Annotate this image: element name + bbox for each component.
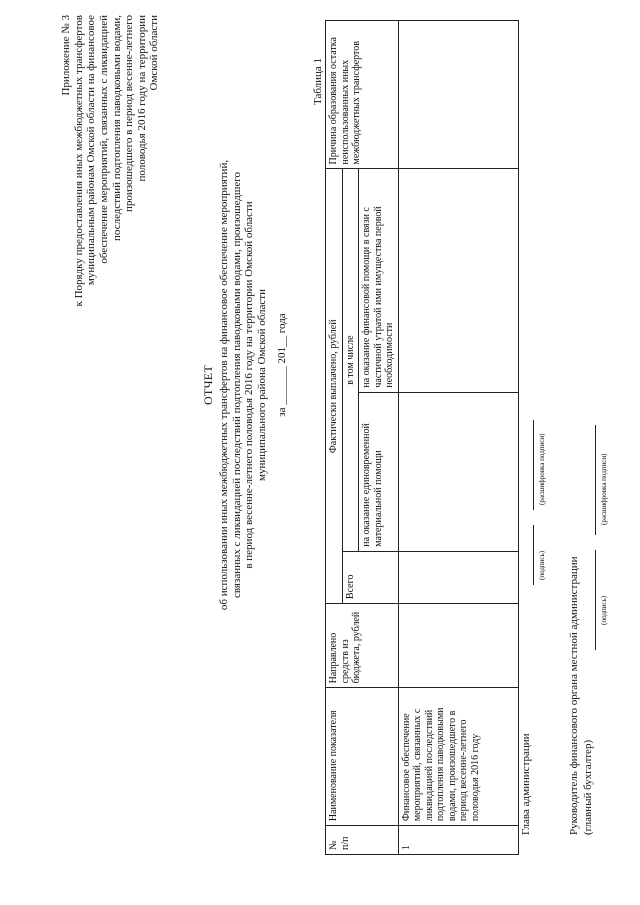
appendix-line: Омской области <box>148 15 161 91</box>
report-period: за _______ 201__ года <box>276 313 288 417</box>
header-one-time-aid: на оказание единовременной материальной помощи <box>359 392 399 551</box>
finance-decode-line <box>594 425 596 535</box>
cell-financial-aid <box>398 169 518 392</box>
report-subtitle-line: в период весенне-летнего половодья 2016 году на территории Омской области <box>243 201 256 569</box>
finance-signature-label: Руководитель финансового органа местной администрации <box>568 556 580 835</box>
header-reason: Причина образования остатка неиспользованных иных межбюджетных трансфертов <box>326 21 399 169</box>
header-num: № п/п <box>326 826 399 855</box>
cell-name: Финансовое обеспечение мероприятий, связанных с ликвидацией последствий подтопления паводковыми водами, произошедшего в период весенне-летнего половодья 2016 году <box>398 688 518 826</box>
appendix-line: последствий подтопления паводковыми водами, <box>110 15 123 241</box>
appendix-header <box>60 15 161 435</box>
header-including: в том числе <box>342 169 359 551</box>
header-total: Всего <box>342 551 398 603</box>
header-directed: Направлено средств из бюджета, рублей <box>326 604 399 688</box>
finance-decode-caption: (расшифровка подписи) <box>600 453 608 525</box>
header-name: Наименование показателя <box>326 688 399 826</box>
head-sign-caption: (подпись) <box>538 550 546 580</box>
table-row <box>398 21 518 855</box>
appendix-line: к Порядку предоставления иных межбюджетных трансфертов <box>72 15 85 307</box>
head-signature-label: Глава администрации <box>520 733 532 835</box>
header-actual: Фактически выплачено, рублей <box>326 169 343 604</box>
appendix-line: обеспечение мероприятий, связанных с ликвидацией <box>97 15 110 264</box>
report-subtitle-line: муниципального района Омской области <box>255 288 268 482</box>
cell-reason <box>398 21 518 169</box>
cell-one-time-aid <box>398 392 518 551</box>
cell-num: 1 <box>398 826 518 855</box>
report-table <box>325 20 519 855</box>
finance-signature-label-2: (главный бухгалтер) <box>582 739 594 835</box>
header-financial-aid: на оказание финансовой помощи в связи с частичной утратой ими имущества первой необходимости <box>359 169 399 392</box>
head-decode-line <box>532 420 534 510</box>
appendix-line: половодья 2016 году на территории <box>135 15 148 182</box>
finance-sign-line <box>594 550 596 650</box>
report-title: ОТЧЕТ <box>201 365 215 405</box>
table-label: Таблица 1 <box>312 57 324 105</box>
report-subtitle-line: об использовании иных межбюджетных трансфертов на финансовое обеспечение мероприятий, <box>218 159 230 611</box>
head-sign-line <box>532 525 534 585</box>
appendix-line: произошедшего в период весенне-летнего <box>123 15 136 213</box>
appendix-line: муниципальным районам Омской области на финансовое <box>85 15 98 286</box>
head-decode-caption: (расшифровка подписи) <box>538 433 546 505</box>
finance-sign-caption: (подпись) <box>600 595 608 625</box>
cell-total <box>398 551 518 603</box>
cell-directed <box>398 604 518 688</box>
report-subtitle <box>218 95 269 675</box>
appendix-line: Приложение № 3 <box>60 15 72 96</box>
report-subtitle-line: связанных с ликвидацией последствий подтопления паводковыми водами, произошедшего <box>230 172 243 598</box>
